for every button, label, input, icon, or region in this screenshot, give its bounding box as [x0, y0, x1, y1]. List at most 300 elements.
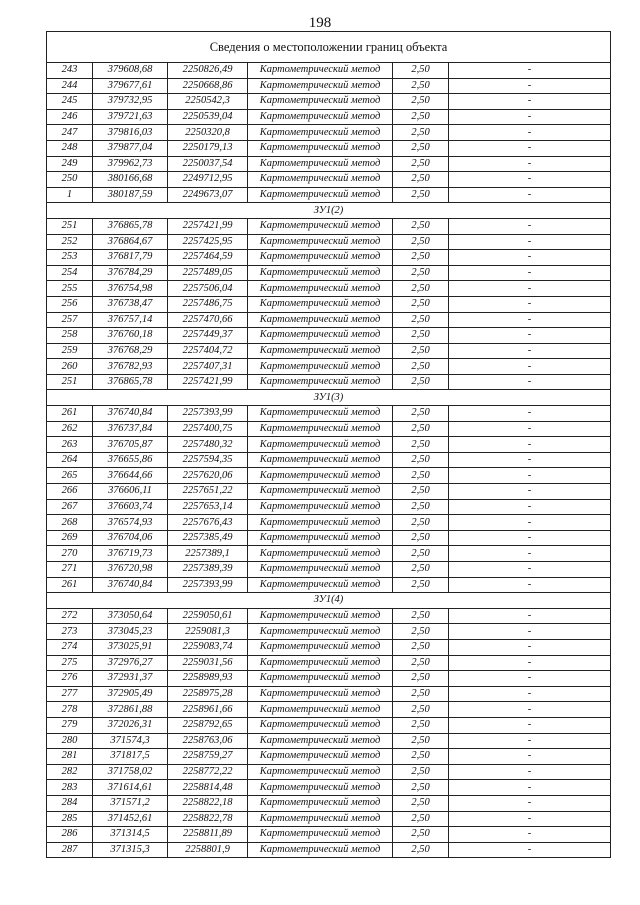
point-number-cell: 263	[47, 437, 93, 453]
y-coordinate-cell: 2257594,35	[168, 452, 248, 468]
y-coordinate-cell: 2250320,8	[168, 125, 248, 141]
precision-cell: 2,50	[393, 312, 449, 328]
method-cell: Картометрический метод	[248, 421, 393, 437]
y-coordinate-cell: 2259031,56	[168, 655, 248, 671]
precision-cell: 2,50	[393, 109, 449, 125]
table-row	[47, 827, 611, 843]
x-coordinate-cell: 379877,04	[93, 140, 168, 156]
point-number-cell: 268	[47, 515, 93, 531]
method-cell: Картометрический метод	[248, 374, 393, 390]
x-coordinate-cell: 376655,86	[93, 452, 168, 468]
point-number-cell: 275	[47, 655, 93, 671]
y-coordinate-cell: 2249712,95	[168, 172, 248, 188]
description-cell: -	[449, 140, 611, 156]
point-number-cell: 273	[47, 624, 93, 640]
table-row	[47, 749, 611, 765]
section-header-row	[47, 593, 611, 609]
point-number-cell: 256	[47, 296, 93, 312]
y-coordinate-cell: 2257400,75	[168, 421, 248, 437]
method-cell: Картометрический метод	[248, 717, 393, 733]
point-number-cell: 283	[47, 780, 93, 796]
point-number-cell: 248	[47, 140, 93, 156]
y-coordinate-cell: 2258822,78	[168, 811, 248, 827]
y-coordinate-cell: 2259050,61	[168, 608, 248, 624]
table-row	[47, 125, 611, 141]
x-coordinate-cell: 376754,98	[93, 281, 168, 297]
point-number-cell: 243	[47, 63, 93, 79]
method-cell: Картометрический метод	[248, 468, 393, 484]
section-label: ЗУ1(4)	[47, 593, 611, 609]
method-cell: Картометрический метод	[248, 187, 393, 203]
table-row	[47, 343, 611, 359]
point-number-cell: 261	[47, 577, 93, 593]
description-cell: -	[449, 63, 611, 79]
point-number-cell: 267	[47, 499, 93, 515]
y-coordinate-cell: 2250037,54	[168, 156, 248, 172]
x-coordinate-cell: 371315,3	[93, 842, 168, 858]
point-number-cell: 284	[47, 795, 93, 811]
description-cell: -	[449, 624, 611, 640]
method-cell: Картометрический метод	[248, 811, 393, 827]
description-cell: -	[449, 702, 611, 718]
method-cell: Картометрический метод	[248, 499, 393, 515]
y-coordinate-cell: 2258759,27	[168, 749, 248, 765]
x-coordinate-cell: 380187,59	[93, 187, 168, 203]
precision-cell: 2,50	[393, 125, 449, 141]
method-cell: Картометрический метод	[248, 842, 393, 858]
method-cell: Картометрический метод	[248, 562, 393, 578]
description-cell: -	[449, 265, 611, 281]
y-coordinate-cell: 2257620,06	[168, 468, 248, 484]
description-cell: -	[449, 296, 611, 312]
point-number-cell: 252	[47, 234, 93, 250]
table-row	[47, 842, 611, 858]
description-cell: -	[449, 281, 611, 297]
precision-cell: 2,50	[393, 78, 449, 94]
y-coordinate-cell: 2250542,3	[168, 94, 248, 110]
method-cell: Картометрический метод	[248, 795, 393, 811]
table-row	[47, 312, 611, 328]
y-coordinate-cell: 2258822,18	[168, 795, 248, 811]
y-coordinate-cell: 2257389,39	[168, 562, 248, 578]
point-number-cell: 261	[47, 406, 93, 422]
point-number-cell: 262	[47, 421, 93, 437]
table-row	[47, 156, 611, 172]
y-coordinate-cell: 2258989,93	[168, 671, 248, 687]
x-coordinate-cell: 372861,88	[93, 702, 168, 718]
method-cell: Картометрический метод	[248, 281, 393, 297]
method-cell: Картометрический метод	[248, 172, 393, 188]
precision-cell: 2,50	[393, 437, 449, 453]
section-header-row	[47, 203, 611, 219]
method-cell: Картометрический метод	[248, 63, 393, 79]
method-cell: Картометрический метод	[248, 328, 393, 344]
y-coordinate-cell: 2257393,99	[168, 577, 248, 593]
y-coordinate-cell: 2249673,07	[168, 187, 248, 203]
x-coordinate-cell: 376760,18	[93, 328, 168, 344]
table-row	[47, 764, 611, 780]
y-coordinate-cell: 2257486,75	[168, 296, 248, 312]
precision-cell: 2,50	[393, 374, 449, 390]
description-cell: -	[449, 452, 611, 468]
precision-cell: 2,50	[393, 63, 449, 79]
x-coordinate-cell: 376740,84	[93, 577, 168, 593]
method-cell: Картометрический метод	[248, 780, 393, 796]
x-coordinate-cell: 371314,5	[93, 827, 168, 843]
y-coordinate-cell: 2258814,48	[168, 780, 248, 796]
description-cell: -	[449, 421, 611, 437]
table-row	[47, 250, 611, 266]
method-cell: Картометрический метод	[248, 624, 393, 640]
table-row	[47, 374, 611, 390]
point-number-cell: 259	[47, 343, 93, 359]
method-cell: Картометрический метод	[248, 827, 393, 843]
point-number-cell: 277	[47, 686, 93, 702]
precision-cell: 2,50	[393, 296, 449, 312]
method-cell: Картометрический метод	[248, 655, 393, 671]
table-row	[47, 421, 611, 437]
description-cell: -	[449, 468, 611, 484]
table-row	[47, 717, 611, 733]
x-coordinate-cell: 376817,79	[93, 250, 168, 266]
table-row	[47, 499, 611, 515]
method-cell: Картометрический метод	[248, 546, 393, 562]
description-cell: -	[449, 562, 611, 578]
x-coordinate-cell: 371571,2	[93, 795, 168, 811]
table-row	[47, 686, 611, 702]
boundary-coordinates-table	[46, 31, 611, 858]
page-number: 198	[308, 15, 332, 31]
precision-cell: 2,50	[393, 140, 449, 156]
method-cell: Картометрический метод	[248, 530, 393, 546]
point-number-cell: 251	[47, 374, 93, 390]
description-cell: -	[449, 78, 611, 94]
point-number-cell: 276	[47, 671, 93, 687]
point-number-cell: 244	[47, 78, 93, 94]
precision-cell: 2,50	[393, 530, 449, 546]
x-coordinate-cell: 371452,61	[93, 811, 168, 827]
point-number-cell: 274	[47, 639, 93, 655]
y-coordinate-cell: 2257389,1	[168, 546, 248, 562]
description-cell: -	[449, 172, 611, 188]
x-coordinate-cell: 380166,68	[93, 172, 168, 188]
precision-cell: 2,50	[393, 359, 449, 375]
precision-cell: 2,50	[393, 608, 449, 624]
x-coordinate-cell: 376704,06	[93, 530, 168, 546]
method-cell: Картометрический метод	[248, 234, 393, 250]
description-cell: -	[449, 780, 611, 796]
point-number-cell: 281	[47, 749, 93, 765]
description-cell: -	[449, 437, 611, 453]
point-number-cell: 245	[47, 94, 93, 110]
precision-cell: 2,50	[393, 499, 449, 515]
method-cell: Картометрический метод	[248, 125, 393, 141]
method-cell: Картометрический метод	[248, 749, 393, 765]
table-row	[47, 468, 611, 484]
y-coordinate-cell: 2257506,04	[168, 281, 248, 297]
table-row	[47, 265, 611, 281]
y-coordinate-cell: 2257480,32	[168, 437, 248, 453]
y-coordinate-cell: 2259083,74	[168, 639, 248, 655]
x-coordinate-cell: 376737,84	[93, 421, 168, 437]
y-coordinate-cell: 2258811,89	[168, 827, 248, 843]
description-cell: -	[449, 343, 611, 359]
description-cell: -	[449, 156, 611, 172]
x-coordinate-cell: 376738,47	[93, 296, 168, 312]
description-cell: -	[449, 234, 611, 250]
table-row	[47, 63, 611, 79]
x-coordinate-cell: 376768,29	[93, 343, 168, 359]
table-row	[47, 733, 611, 749]
table-row	[47, 624, 611, 640]
precision-cell: 2,50	[393, 421, 449, 437]
x-coordinate-cell: 376865,78	[93, 218, 168, 234]
x-coordinate-cell: 373025,91	[93, 639, 168, 655]
description-cell: -	[449, 717, 611, 733]
method-cell: Картометрический метод	[248, 94, 393, 110]
precision-cell: 2,50	[393, 717, 449, 733]
precision-cell: 2,50	[393, 780, 449, 796]
point-number-cell: 255	[47, 281, 93, 297]
y-coordinate-cell: 2257651,22	[168, 484, 248, 500]
point-number-cell: 279	[47, 717, 93, 733]
precision-cell: 2,50	[393, 484, 449, 500]
x-coordinate-cell: 372976,27	[93, 655, 168, 671]
x-coordinate-cell: 376865,78	[93, 374, 168, 390]
y-coordinate-cell: 2257653,14	[168, 499, 248, 515]
table-row	[47, 109, 611, 125]
precision-cell: 2,50	[393, 811, 449, 827]
table-body	[47, 32, 611, 858]
precision-cell: 2,50	[393, 187, 449, 203]
method-cell: Картометрический метод	[248, 265, 393, 281]
method-cell: Картометрический метод	[248, 484, 393, 500]
x-coordinate-cell: 379962,73	[93, 156, 168, 172]
table-row	[47, 577, 611, 593]
description-cell: -	[449, 484, 611, 500]
description-cell: -	[449, 218, 611, 234]
precision-cell: 2,50	[393, 546, 449, 562]
point-number-cell: 253	[47, 250, 93, 266]
table-row	[47, 78, 611, 94]
y-coordinate-cell: 2257470,66	[168, 312, 248, 328]
description-cell: -	[449, 94, 611, 110]
x-coordinate-cell: 371614,61	[93, 780, 168, 796]
precision-cell: 2,50	[393, 827, 449, 843]
description-cell: -	[449, 749, 611, 765]
precision-cell: 2,50	[393, 156, 449, 172]
x-coordinate-cell: 371574,3	[93, 733, 168, 749]
precision-cell: 2,50	[393, 234, 449, 250]
description-cell: -	[449, 187, 611, 203]
method-cell: Картометрический метод	[248, 515, 393, 531]
x-coordinate-cell: 376784,29	[93, 265, 168, 281]
description-cell: -	[449, 842, 611, 858]
y-coordinate-cell: 2250826,49	[168, 63, 248, 79]
x-coordinate-cell: 379721,63	[93, 109, 168, 125]
y-coordinate-cell: 2250668,86	[168, 78, 248, 94]
table-row	[47, 281, 611, 297]
y-coordinate-cell: 2250539,04	[168, 109, 248, 125]
point-number-cell: 272	[47, 608, 93, 624]
table-row	[47, 484, 611, 500]
y-coordinate-cell: 2257464,59	[168, 250, 248, 266]
method-cell: Картометрический метод	[248, 437, 393, 453]
method-cell: Картометрический метод	[248, 218, 393, 234]
y-coordinate-cell: 2258763,06	[168, 733, 248, 749]
precision-cell: 2,50	[393, 172, 449, 188]
point-number-cell: 254	[47, 265, 93, 281]
method-cell: Картометрический метод	[248, 702, 393, 718]
method-cell: Картометрический метод	[248, 156, 393, 172]
precision-cell: 2,50	[393, 452, 449, 468]
x-coordinate-cell: 376864,67	[93, 234, 168, 250]
precision-cell: 2,50	[393, 218, 449, 234]
precision-cell: 2,50	[393, 671, 449, 687]
table-row	[47, 608, 611, 624]
x-coordinate-cell: 372026,31	[93, 717, 168, 733]
point-number-cell: 258	[47, 328, 93, 344]
description-cell: -	[449, 608, 611, 624]
table-row	[47, 780, 611, 796]
precision-cell: 2,50	[393, 702, 449, 718]
table-row	[47, 562, 611, 578]
method-cell: Картометрический метод	[248, 140, 393, 156]
table-row	[47, 328, 611, 344]
precision-cell: 2,50	[393, 764, 449, 780]
precision-cell: 2,50	[393, 795, 449, 811]
description-cell: -	[449, 109, 611, 125]
table-title-row	[47, 32, 611, 63]
method-cell: Картометрический метод	[248, 764, 393, 780]
x-coordinate-cell: 376705,87	[93, 437, 168, 453]
y-coordinate-cell: 2257385,49	[168, 530, 248, 546]
point-number-cell: 260	[47, 359, 93, 375]
description-cell: -	[449, 655, 611, 671]
point-number-cell: 246	[47, 109, 93, 125]
x-coordinate-cell: 371817,5	[93, 749, 168, 765]
table-row	[47, 172, 611, 188]
point-number-cell: 271	[47, 562, 93, 578]
x-coordinate-cell: 376757,14	[93, 312, 168, 328]
table-row	[47, 546, 611, 562]
y-coordinate-cell: 2257449,37	[168, 328, 248, 344]
point-number-cell: 266	[47, 484, 93, 500]
description-cell: -	[449, 546, 611, 562]
precision-cell: 2,50	[393, 468, 449, 484]
description-cell: -	[449, 125, 611, 141]
section-header-row	[47, 390, 611, 406]
point-number-cell: 251	[47, 218, 93, 234]
precision-cell: 2,50	[393, 281, 449, 297]
method-cell: Картометрический метод	[248, 577, 393, 593]
x-coordinate-cell: 379677,61	[93, 78, 168, 94]
x-coordinate-cell: 379732,95	[93, 94, 168, 110]
description-cell: -	[449, 671, 611, 687]
point-number-cell: 250	[47, 172, 93, 188]
y-coordinate-cell: 2258975,28	[168, 686, 248, 702]
x-coordinate-cell: 376574,93	[93, 515, 168, 531]
y-coordinate-cell: 2258792,65	[168, 717, 248, 733]
point-number-cell: 247	[47, 125, 93, 141]
table-row	[47, 218, 611, 234]
precision-cell: 2,50	[393, 577, 449, 593]
method-cell: Картометрический метод	[248, 78, 393, 94]
description-cell: -	[449, 499, 611, 515]
table-row	[47, 140, 611, 156]
point-number-cell: 270	[47, 546, 93, 562]
table-row	[47, 406, 611, 422]
table-row	[47, 94, 611, 110]
x-coordinate-cell: 373045,23	[93, 624, 168, 640]
x-coordinate-cell: 372931,37	[93, 671, 168, 687]
x-coordinate-cell: 376720,98	[93, 562, 168, 578]
point-number-cell: 264	[47, 452, 93, 468]
point-number-cell: 265	[47, 468, 93, 484]
precision-cell: 2,50	[393, 328, 449, 344]
point-number-cell: 280	[47, 733, 93, 749]
table-title: Сведения о местоположении границ объекта	[47, 32, 611, 63]
point-number-cell: 257	[47, 312, 93, 328]
precision-cell: 2,50	[393, 343, 449, 359]
point-number-cell: 287	[47, 842, 93, 858]
description-cell: -	[449, 577, 611, 593]
y-coordinate-cell: 2257421,99	[168, 218, 248, 234]
precision-cell: 2,50	[393, 655, 449, 671]
method-cell: Картометрический метод	[248, 671, 393, 687]
precision-cell: 2,50	[393, 624, 449, 640]
point-number-cell: 278	[47, 702, 93, 718]
method-cell: Картометрический метод	[248, 250, 393, 266]
section-label: ЗУ1(2)	[47, 203, 611, 219]
precision-cell: 2,50	[393, 515, 449, 531]
precision-cell: 2,50	[393, 639, 449, 655]
section-label: ЗУ1(3)	[47, 390, 611, 406]
description-cell: -	[449, 312, 611, 328]
description-cell: -	[449, 639, 611, 655]
method-cell: Картометрический метод	[248, 608, 393, 624]
method-cell: Картометрический метод	[248, 343, 393, 359]
description-cell: -	[449, 406, 611, 422]
description-cell: -	[449, 811, 611, 827]
table-row	[47, 296, 611, 312]
y-coordinate-cell: 2257393,99	[168, 406, 248, 422]
y-coordinate-cell: 2257676,43	[168, 515, 248, 531]
x-coordinate-cell: 371758,02	[93, 764, 168, 780]
precision-cell: 2,50	[393, 749, 449, 765]
description-cell: -	[449, 733, 611, 749]
method-cell: Картометрический метод	[248, 639, 393, 655]
x-coordinate-cell: 376603,74	[93, 499, 168, 515]
y-coordinate-cell: 2257489,05	[168, 265, 248, 281]
table-row	[47, 515, 611, 531]
description-cell: -	[449, 374, 611, 390]
y-coordinate-cell: 2257404,72	[168, 343, 248, 359]
precision-cell: 2,50	[393, 406, 449, 422]
point-number-cell: 1	[47, 187, 93, 203]
point-number-cell: 269	[47, 530, 93, 546]
description-cell: -	[449, 328, 611, 344]
description-cell: -	[449, 686, 611, 702]
y-coordinate-cell: 2259081,3	[168, 624, 248, 640]
y-coordinate-cell: 2250179,13	[168, 140, 248, 156]
table-row	[47, 655, 611, 671]
method-cell: Картометрический метод	[248, 733, 393, 749]
description-cell: -	[449, 827, 611, 843]
x-coordinate-cell: 379608,68	[93, 63, 168, 79]
x-coordinate-cell: 376740,84	[93, 406, 168, 422]
y-coordinate-cell: 2257421,99	[168, 374, 248, 390]
